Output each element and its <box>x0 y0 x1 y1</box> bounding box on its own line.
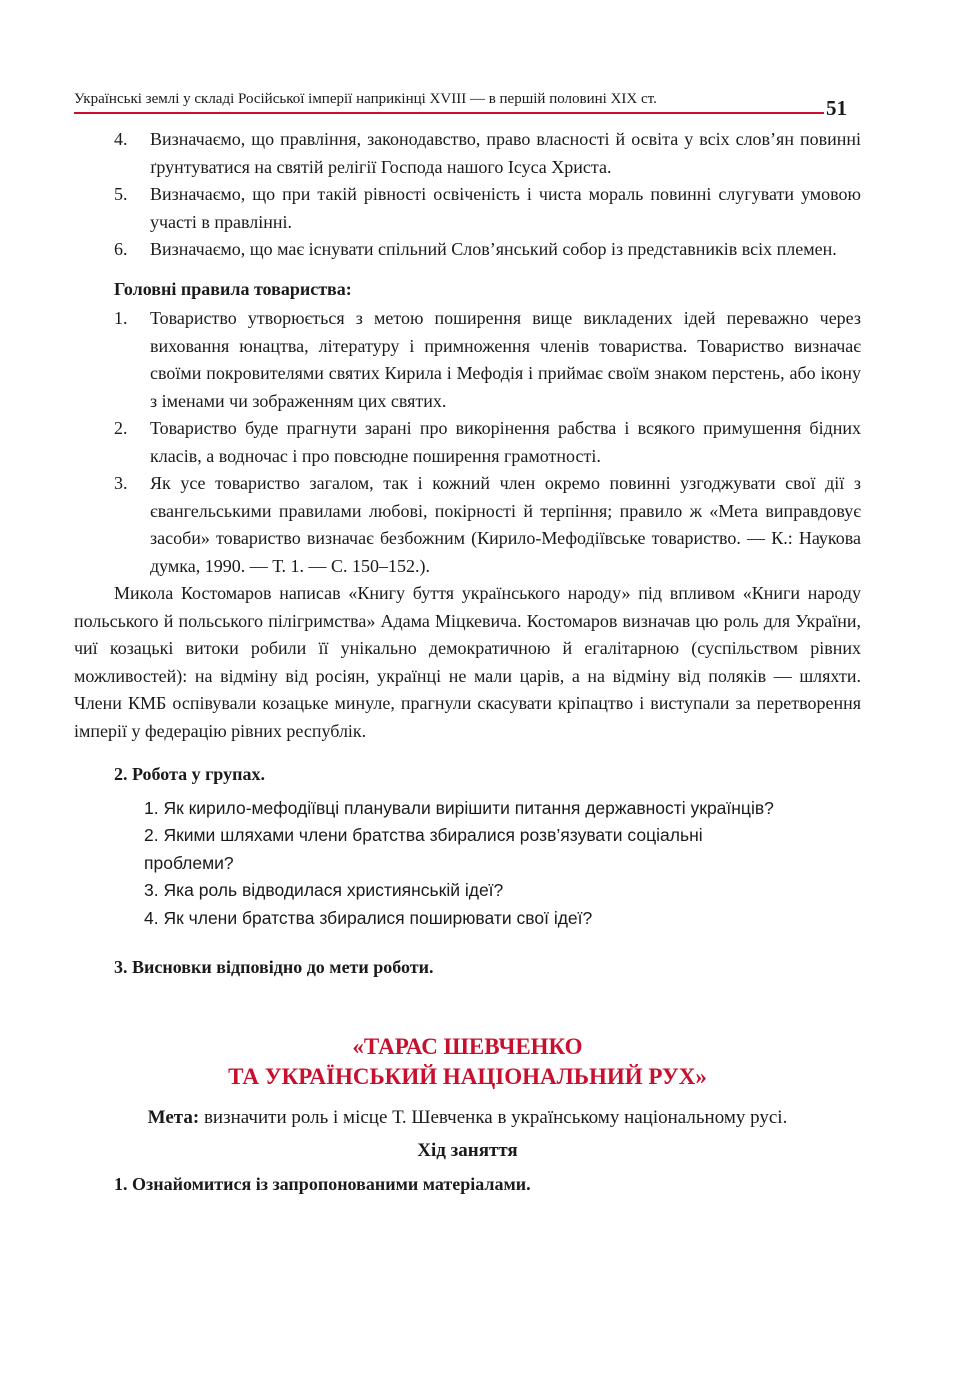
list-number: 2. <box>114 418 128 438</box>
page-body <box>74 126 861 1198</box>
list-item <box>74 305 861 415</box>
question-item: 4. Як члени братства збиралися поширювати свої ідеї? <box>144 907 593 928</box>
rules-list <box>74 305 861 580</box>
principles-list <box>74 126 861 264</box>
list-text: Визначаємо, що правління, законодавство, право власності й освіта у всіх слов’ян повинні ґрунтуватися на святій релігії Господа нашого Ісуса Христа. <box>150 129 861 177</box>
list-number: 6. <box>114 239 128 259</box>
section-title-line1: «ТАРАС ШЕВЧЕНКО <box>352 1033 583 1059</box>
list-text: Товариство утворюється з метою поширення вище викладених ідей переважно через виховання юнацтва, літературу і примноження членів товариства. Товариство визначає своїми покровителями святих Кирила і Мефодія і приймає своїм знаком перстень, або ікону з іменами чи зображенням цих святих. <box>150 308 861 411</box>
running-header: Українські землі у складі Російської імперії наприкінці XVIII — в першій половині XIX ст. <box>74 90 824 114</box>
list-item <box>74 470 861 580</box>
list-number: 4. <box>114 129 128 149</box>
goal-text: визначити роль і місце Т. Шевченка в українському національному русі. <box>199 1106 788 1128</box>
list-item <box>74 236 861 264</box>
list-item <box>74 126 861 181</box>
question-item: 2. Якими шляхами члени братства збиралися розв’язувати соціальні проблеми? <box>144 825 703 873</box>
list-text: Визначаємо, що має існувати спільний Слов’янський собор із представників всіх племен. <box>150 239 837 259</box>
course-heading: Хід заняття <box>417 1140 518 1161</box>
body-paragraph: Микола Костомаров написав «Книгу буття українського народу» під впливом «Книги народу польського й польського пілігримства» Адама Міцкевича. Костомаров визначав цю роль для України, чиї козацькі витоки робили її унікально демократичною й егалітарною (суспільством рівних можливостей): на відміну від росіян, українці не мали царів, а на відміну від поляків — шляхти. Члени КМБ оспівували козацьке минуле, прагнули скасувати кріпацтво і виступали за перетворення імперії у федерацію рівних республік. <box>74 583 861 741</box>
list-text: Визначаємо, що при такій рівності освіченість і чиста мораль повинні слугувати умовою участі в правлінні. <box>150 184 861 232</box>
goal-line <box>74 1104 861 1132</box>
section-title-line2: ТА УКРАЇНСЬКИЙ НАЦІОНАЛЬНИЙ РУХ» <box>228 1063 707 1089</box>
question-item: 1. Як кирило-мефодіївці планували вирішити питання державності українців? <box>144 797 774 818</box>
list-number: 3. <box>114 473 128 493</box>
list-number: 1. <box>114 308 128 328</box>
task-2-heading: 2. Робота у групах. <box>114 764 265 784</box>
task-3-heading: 3. Висновки відповідно до мети роботи. <box>114 957 434 977</box>
page-number: 51 <box>826 96 847 120</box>
rules-heading: Головні правила товариства: <box>114 278 352 299</box>
list-text: Як усе товариство загалом, так і кожний член окремо повинні узгоджувати свої дії з євангельськими правилами любові, покірності й терпіння; правило ж «Мета виправдовує засоби» товариство визначає безбожним (Кирило-Мефодіївське товариство. — К.: Наукова думка, 1990. — Т. 1. — С. 150–152.). <box>150 473 861 576</box>
list-item <box>74 415 861 470</box>
questions-list <box>144 795 784 933</box>
goal-label: Мета: <box>147 1106 200 1128</box>
list-text: Товариство буде прагнути зарані про викорінення рабства і всякого примушення бідних класів, а водночас і про повсюдне поширення грамотності. <box>150 418 861 466</box>
question-item: 3. Яка роль відводилася християнській ідеї? <box>144 880 504 900</box>
list-number: 5. <box>114 184 128 204</box>
task-1-heading: 1. Ознайомитися із запропонованими матеріалами. <box>114 1173 531 1194</box>
list-item <box>74 181 861 236</box>
section-title <box>74 1032 861 1092</box>
